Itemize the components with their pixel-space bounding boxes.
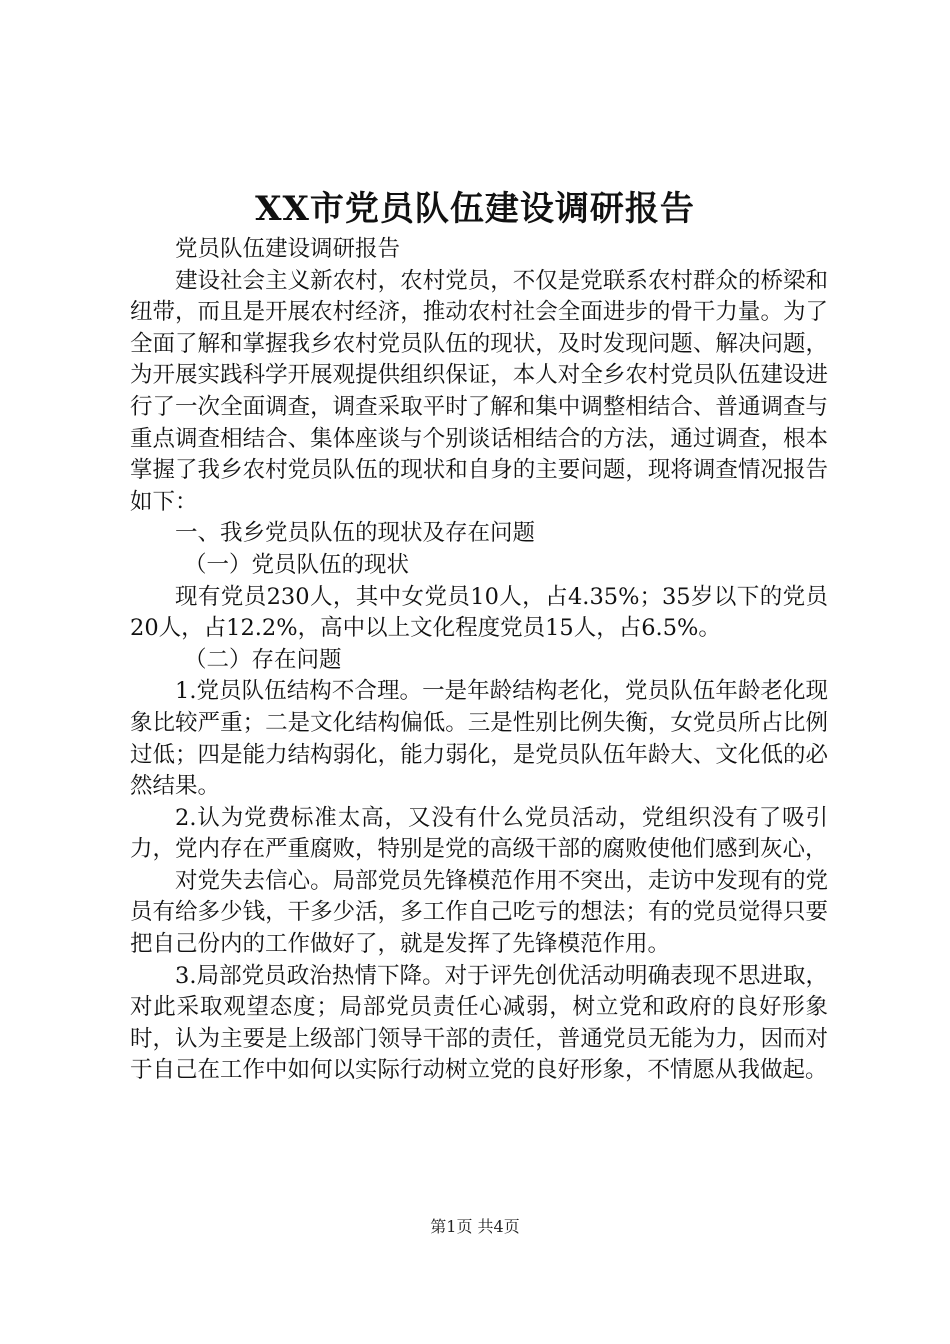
subsection-heading-problems: （二）存在问题 [184, 646, 342, 673]
problem-paragraph-3: 3.局部党员政治热情下降。对于评先创优活动明确表现不思进取，对此采取观望态度；局部党员责任心减弱，树立党和政府的良好形象时，认为主要是上级部门领导干部的责任，普通党员无能为力，因而对于自己在工作中如何以实际行动树立党的良好形象，不情愿从我做起。 [130, 962, 828, 1084]
document-body [130, 234, 828, 1087]
page-footer: 第1页 共4页 [430, 1217, 520, 1236]
subtitle-paragraph: 党员队伍建设调研报告 [175, 236, 401, 262]
problem-paragraph-2-cont: 对党失去信心。局部党员先锋模范作用不突出，走访中发现有的党员有给多少钱，干多少活，多工作自己吃亏的想法；有的党员觉得只要把自己份内的工作做好了，就是发挥了先锋模范作用。 [130, 867, 828, 958]
intro-paragraph: 建设社会主义新农村，农村党员，不仅是党联系农村群众的桥梁和纽带，而且是开展农村经济，推动农村社会全面进步的骨干力量。为了全面了解和掌握我乡农村党员队伍的现状，及时发现问题、解决问题，为开展实践科学开展观提供组织保证，本人对全乡农村党员队伍建设进行了一次全面调查，调查采取平时了解和集中调整相结合、普通调查与重点调查相结合、集体座谈与个别谈话相结合的方法，通过调查，根本掌握了我乡农村党员队伍的现状和自身的主要问题，现将调查情况报告如下： [130, 267, 828, 515]
document-title: XX市党员队伍建设调研报告 [255, 189, 695, 229]
subsection-heading-status: （一）党员队伍的现状 [184, 551, 410, 578]
status-paragraph: 现有党员230人，其中女党员10人，占4.35%；35岁以下的党员20人，占12.2%，高中以上文化程度党员15人，占6.5%。 [130, 583, 828, 642]
problem-paragraph-2: 2.认为党费标准太高，又没有什么党员活动，党组织没有了吸引力，党内存在严重腐败，特别是党的高级干部的腐败使他们感到灰心， [130, 804, 828, 863]
problem-paragraph-1: 1.党员队伍结构不合理。一是年龄结构老化，党员队伍年龄老化现象比较严重；二是文化结构偏低。三是性别比例失衡，女党员所占比例过低；四是能力结构弱化，能力弱化，是党员队伍年龄大、文化低的必然结果。 [130, 678, 828, 800]
section-heading: 一、我乡党员队伍的现状及存在问题 [175, 520, 536, 547]
